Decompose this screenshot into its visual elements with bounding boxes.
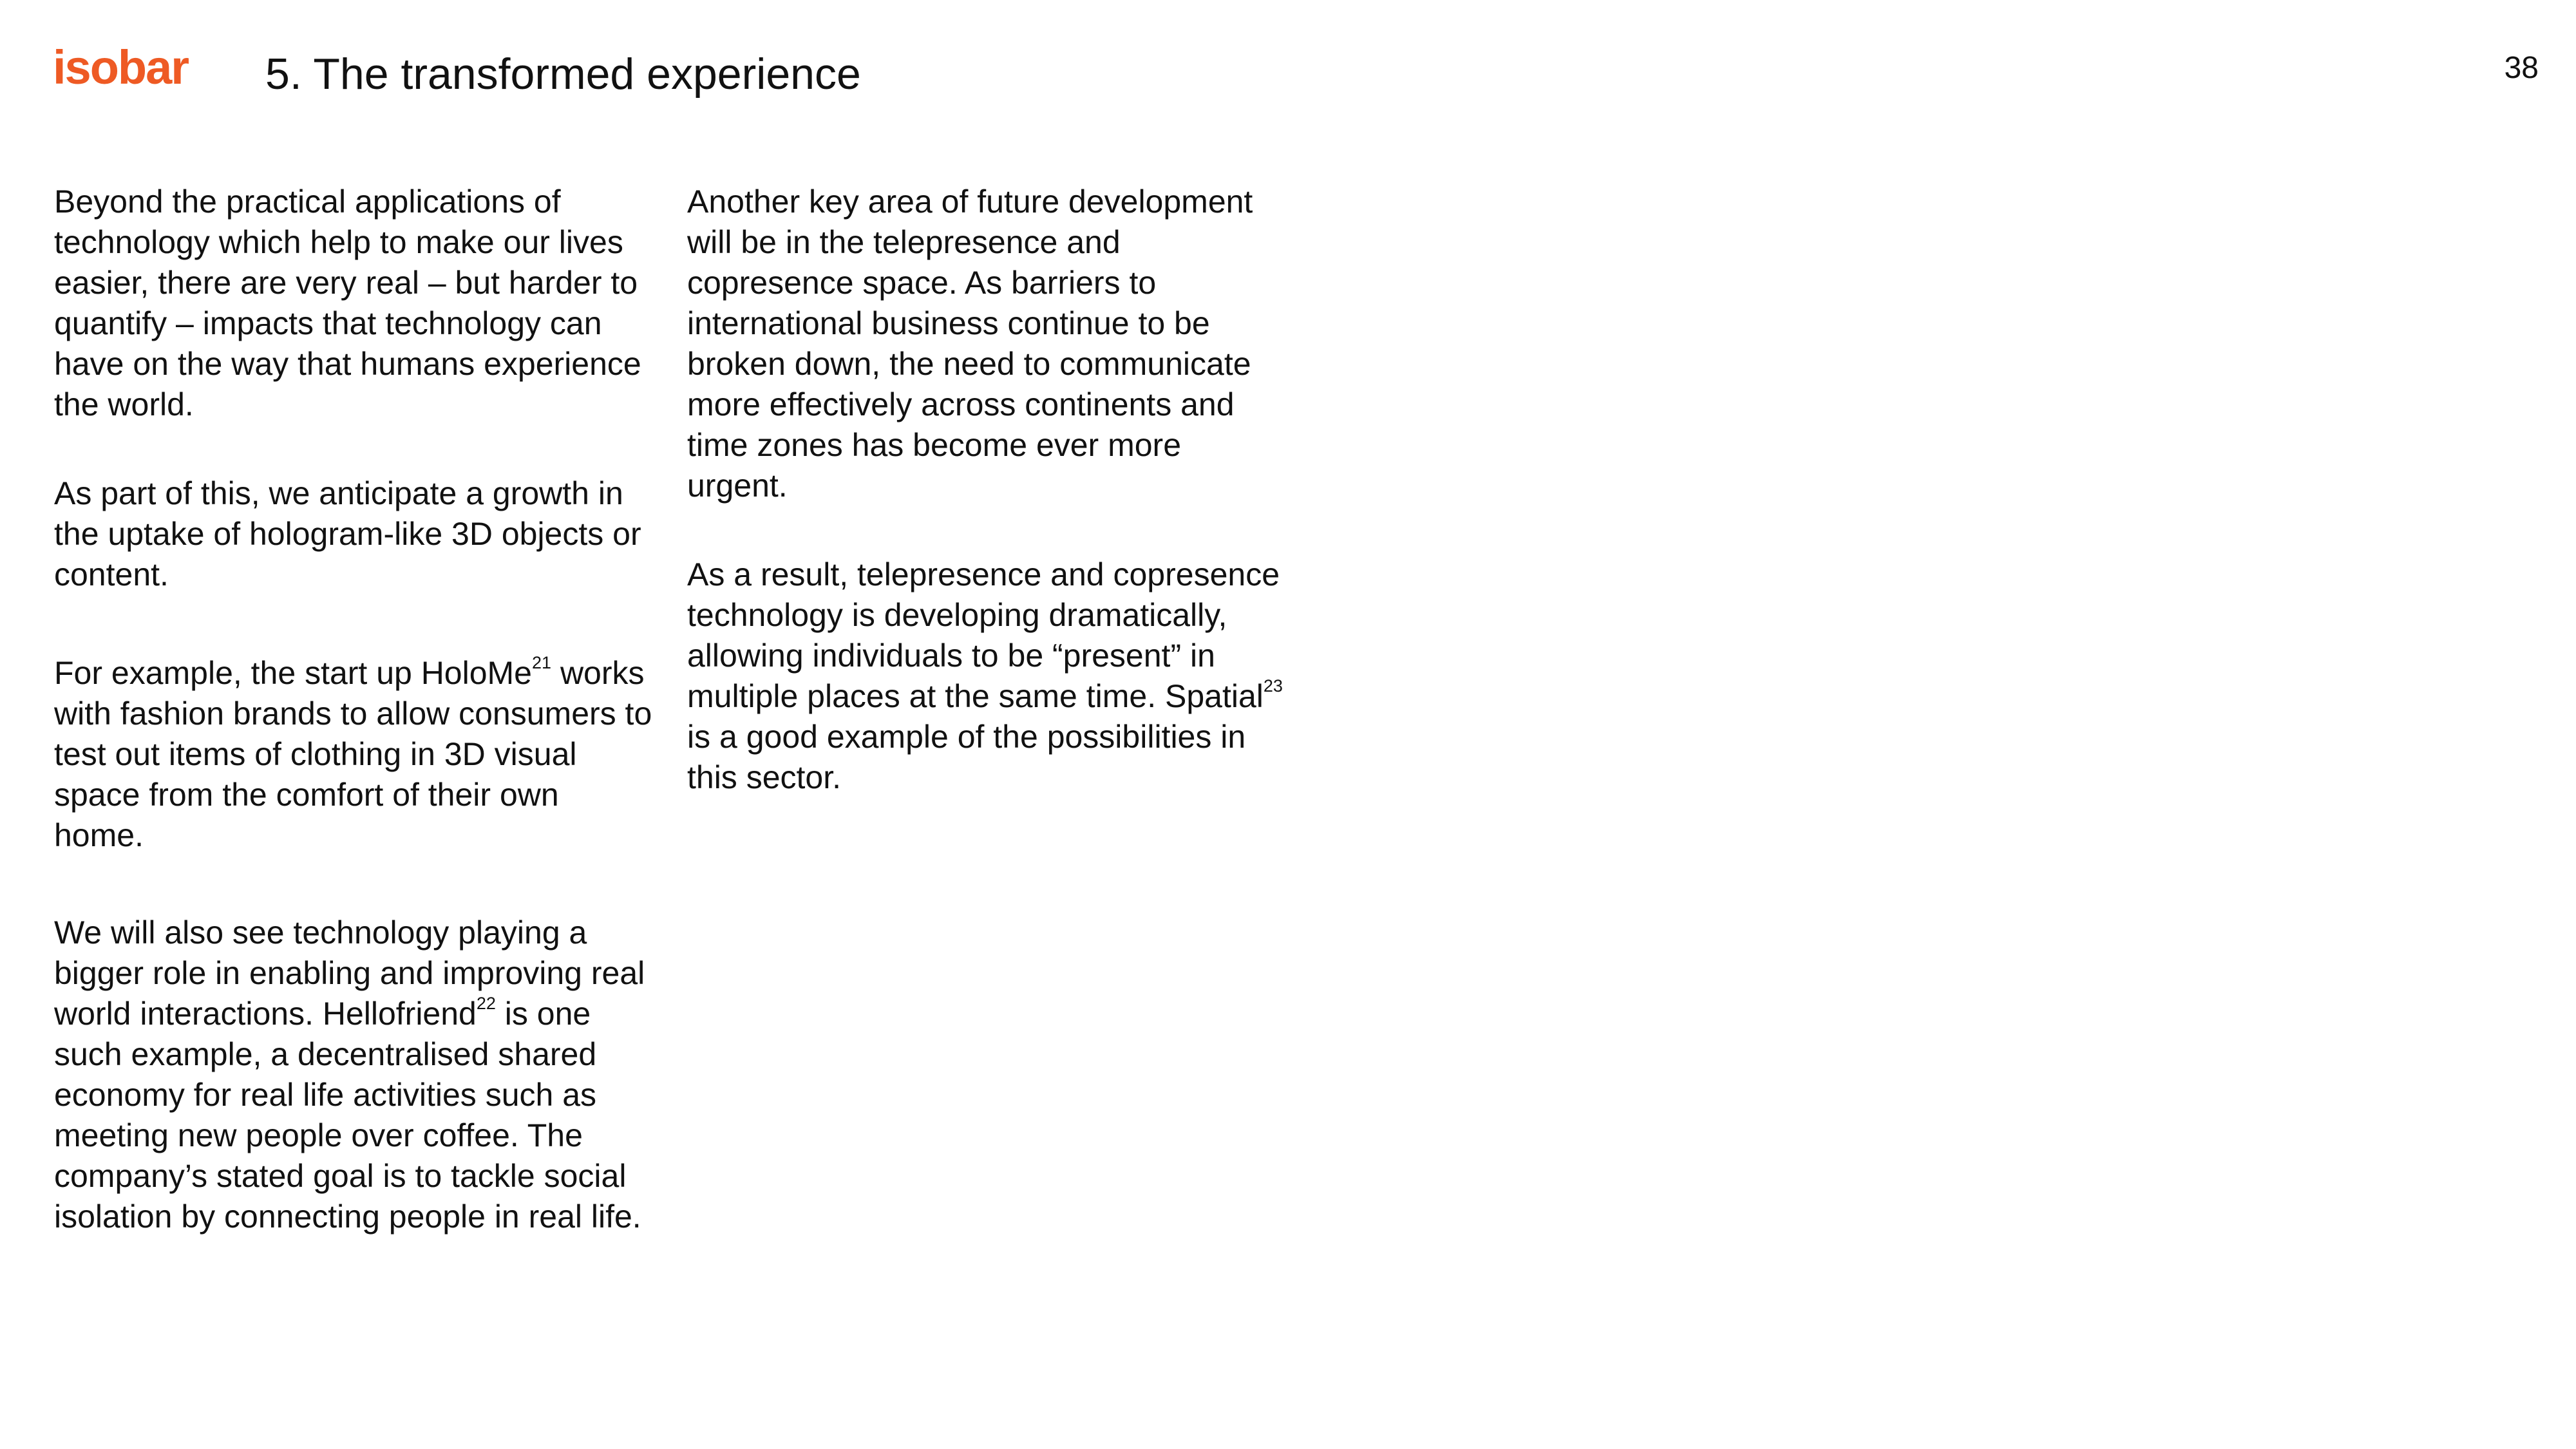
paragraph-intro: Beyond the practical applications of technology which help to make our lives easier, there are very real – but harder to quantify – impacts that technology can have on the way that humans experience the world. [54, 184, 641, 422]
footnote-ref-22: 22 [476, 994, 496, 1014]
footnote-ref-23: 23 [1263, 676, 1283, 696]
page-number: 38 [2504, 51, 2539, 85]
hellofriend-text-start: We will also see technology playing a bigger role in enabling and improving real world interactions. Hellofriend [54, 914, 645, 1032]
paragraph-holome-example [54, 653, 653, 856]
paragraph-hologram-growth: As part of this, we anticipate a growth in the uptake of hologram-like 3D objects or content. [54, 475, 641, 592]
isobar-logo: isobar [53, 41, 189, 94]
paragraph-spatial-example [687, 554, 1286, 798]
hellofriend-text-end: is one such example, a decentralised shared economy for real life activities such as meeting new people over coffee. The company’s stated goal is to tackle social isolation by connecting people in real life. [54, 996, 641, 1235]
left-column [54, 182, 653, 1285]
spatial-text-end: is a good example of the possibilities in this sector. [687, 719, 1246, 795]
right-column [687, 182, 1286, 846]
paragraph-hellofriend-example [54, 913, 653, 1237]
paragraph-telepresence: Another key area of future development will be in the telepresence and copresence space. As barriers to international business continue to be broken down, the need to communicate more effectively across continents and time zones has become ever more urgent. [687, 184, 1253, 504]
footnote-ref-21: 21 [532, 653, 552, 673]
spatial-text-start: As a result, telepresence and copresence technology is developing dramatically, allowing individuals to be “present” in multiple places at the same time. Spatial [687, 556, 1280, 714]
page-title: 5. The transformed experience [265, 50, 861, 99]
holome-text-end: works with fashion brands to allow consumers to test out items of clothing in 3D visual space from the comfort of their own home. [54, 655, 652, 853]
holome-text-start: For example, the start up HoloMe [54, 655, 532, 691]
